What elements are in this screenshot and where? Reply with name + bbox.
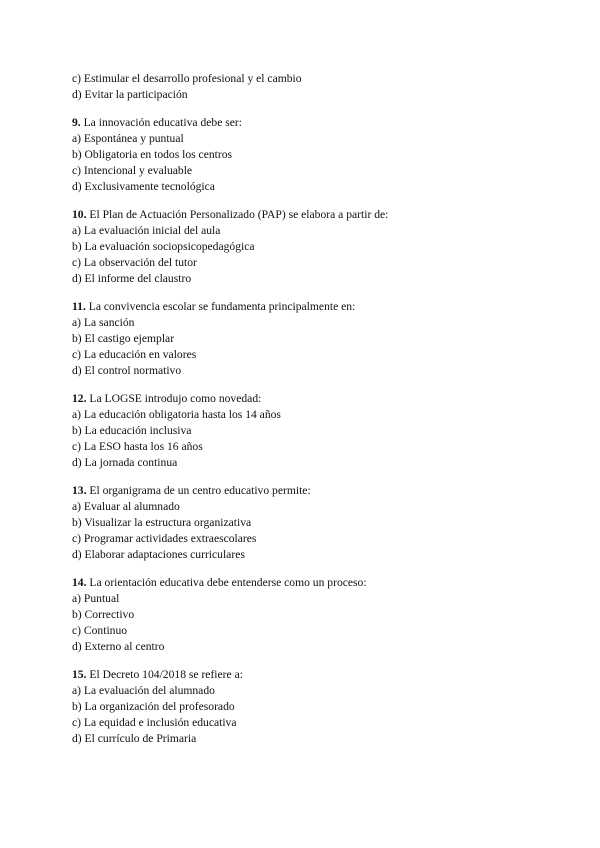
option: b) La organización del profesorado [72, 700, 235, 713]
question-15 [72, 667, 552, 747]
question-text: El Plan de Actuación Personalizado (PAP) se elabora a partir de: [86, 208, 389, 221]
option: a) La sanción [72, 316, 135, 329]
question-text: El Decreto 104/2018 se refiere a: [86, 668, 243, 681]
option: a) La evaluación del alumnado [72, 684, 215, 697]
question-stem [72, 667, 552, 683]
option: d) Evitar la participación [72, 88, 188, 101]
option: d) El informe del claustro [72, 272, 192, 285]
option: b) Correctivo [72, 608, 135, 621]
option: d) El control normativo [72, 364, 182, 377]
option: c) La observación del tutor [72, 256, 197, 269]
document-page [72, 71, 552, 747]
option: d) Elaborar adaptaciones curriculares [72, 548, 245, 561]
question-stem [72, 575, 552, 591]
option: a) Puntual [72, 592, 120, 605]
option: a) La evaluación inicial del aula [72, 224, 221, 237]
question-number: 9. [72, 116, 81, 129]
option: d) La jornada continua [72, 456, 178, 469]
question-number: 15. [72, 668, 87, 681]
option: a) La educación obligatoria hasta los 14 años [72, 408, 281, 421]
question-11 [72, 299, 552, 379]
question-number: 11. [72, 300, 86, 313]
question-text: El organigrama de un centro educativo permite: [86, 484, 311, 497]
option: d) Externo al centro [72, 640, 165, 653]
question-12 [72, 391, 552, 471]
question-number: 12. [72, 392, 87, 405]
question-stem [72, 391, 552, 407]
carryover-options [72, 71, 552, 103]
option: c) Programar actividades extraescolares [72, 532, 257, 545]
question-number: 10. [72, 208, 87, 221]
option: c) La equidad e inclusión educativa [72, 716, 237, 729]
option: b) Obligatoria en todos los centros [72, 148, 233, 161]
option: d) El currículo de Primaria [72, 732, 197, 745]
option: b) El castigo ejemplar [72, 332, 175, 345]
question-text: La innovación educativa debe ser: [80, 116, 242, 129]
question-number: 13. [72, 484, 87, 497]
question-text: La convivencia escolar se fundamenta principalmente en: [85, 300, 356, 313]
option: c) Estimular el desarrollo profesional y el cambio [72, 72, 302, 85]
question-stem [72, 207, 552, 223]
question-text: La orientación educativa debe entenderse como un proceso: [86, 576, 367, 589]
option: c) Intencional y evaluable [72, 164, 193, 177]
option: a) Espontánea y puntual [72, 132, 184, 145]
option: d) Exclusivamente tecnológica [72, 180, 215, 193]
question-10 [72, 207, 552, 287]
option: c) La ESO hasta los 16 años [72, 440, 203, 453]
option: b) Visualizar la estructura organizativa [72, 516, 252, 529]
question-number: 14. [72, 576, 87, 589]
question-stem [72, 115, 552, 131]
question-text: La LOGSE introdujo como novedad: [86, 392, 262, 405]
option: b) La evaluación sociopsicopedagógica [72, 240, 255, 253]
option: c) Continuo [72, 624, 128, 637]
question-9 [72, 115, 552, 195]
question-14 [72, 575, 552, 655]
option: b) La educación inclusiva [72, 424, 192, 437]
question-stem [72, 483, 552, 499]
question-stem [72, 299, 552, 315]
option: c) La educación en valores [72, 348, 197, 361]
question-13 [72, 483, 552, 563]
option: a) Evaluar al alumnado [72, 500, 180, 513]
